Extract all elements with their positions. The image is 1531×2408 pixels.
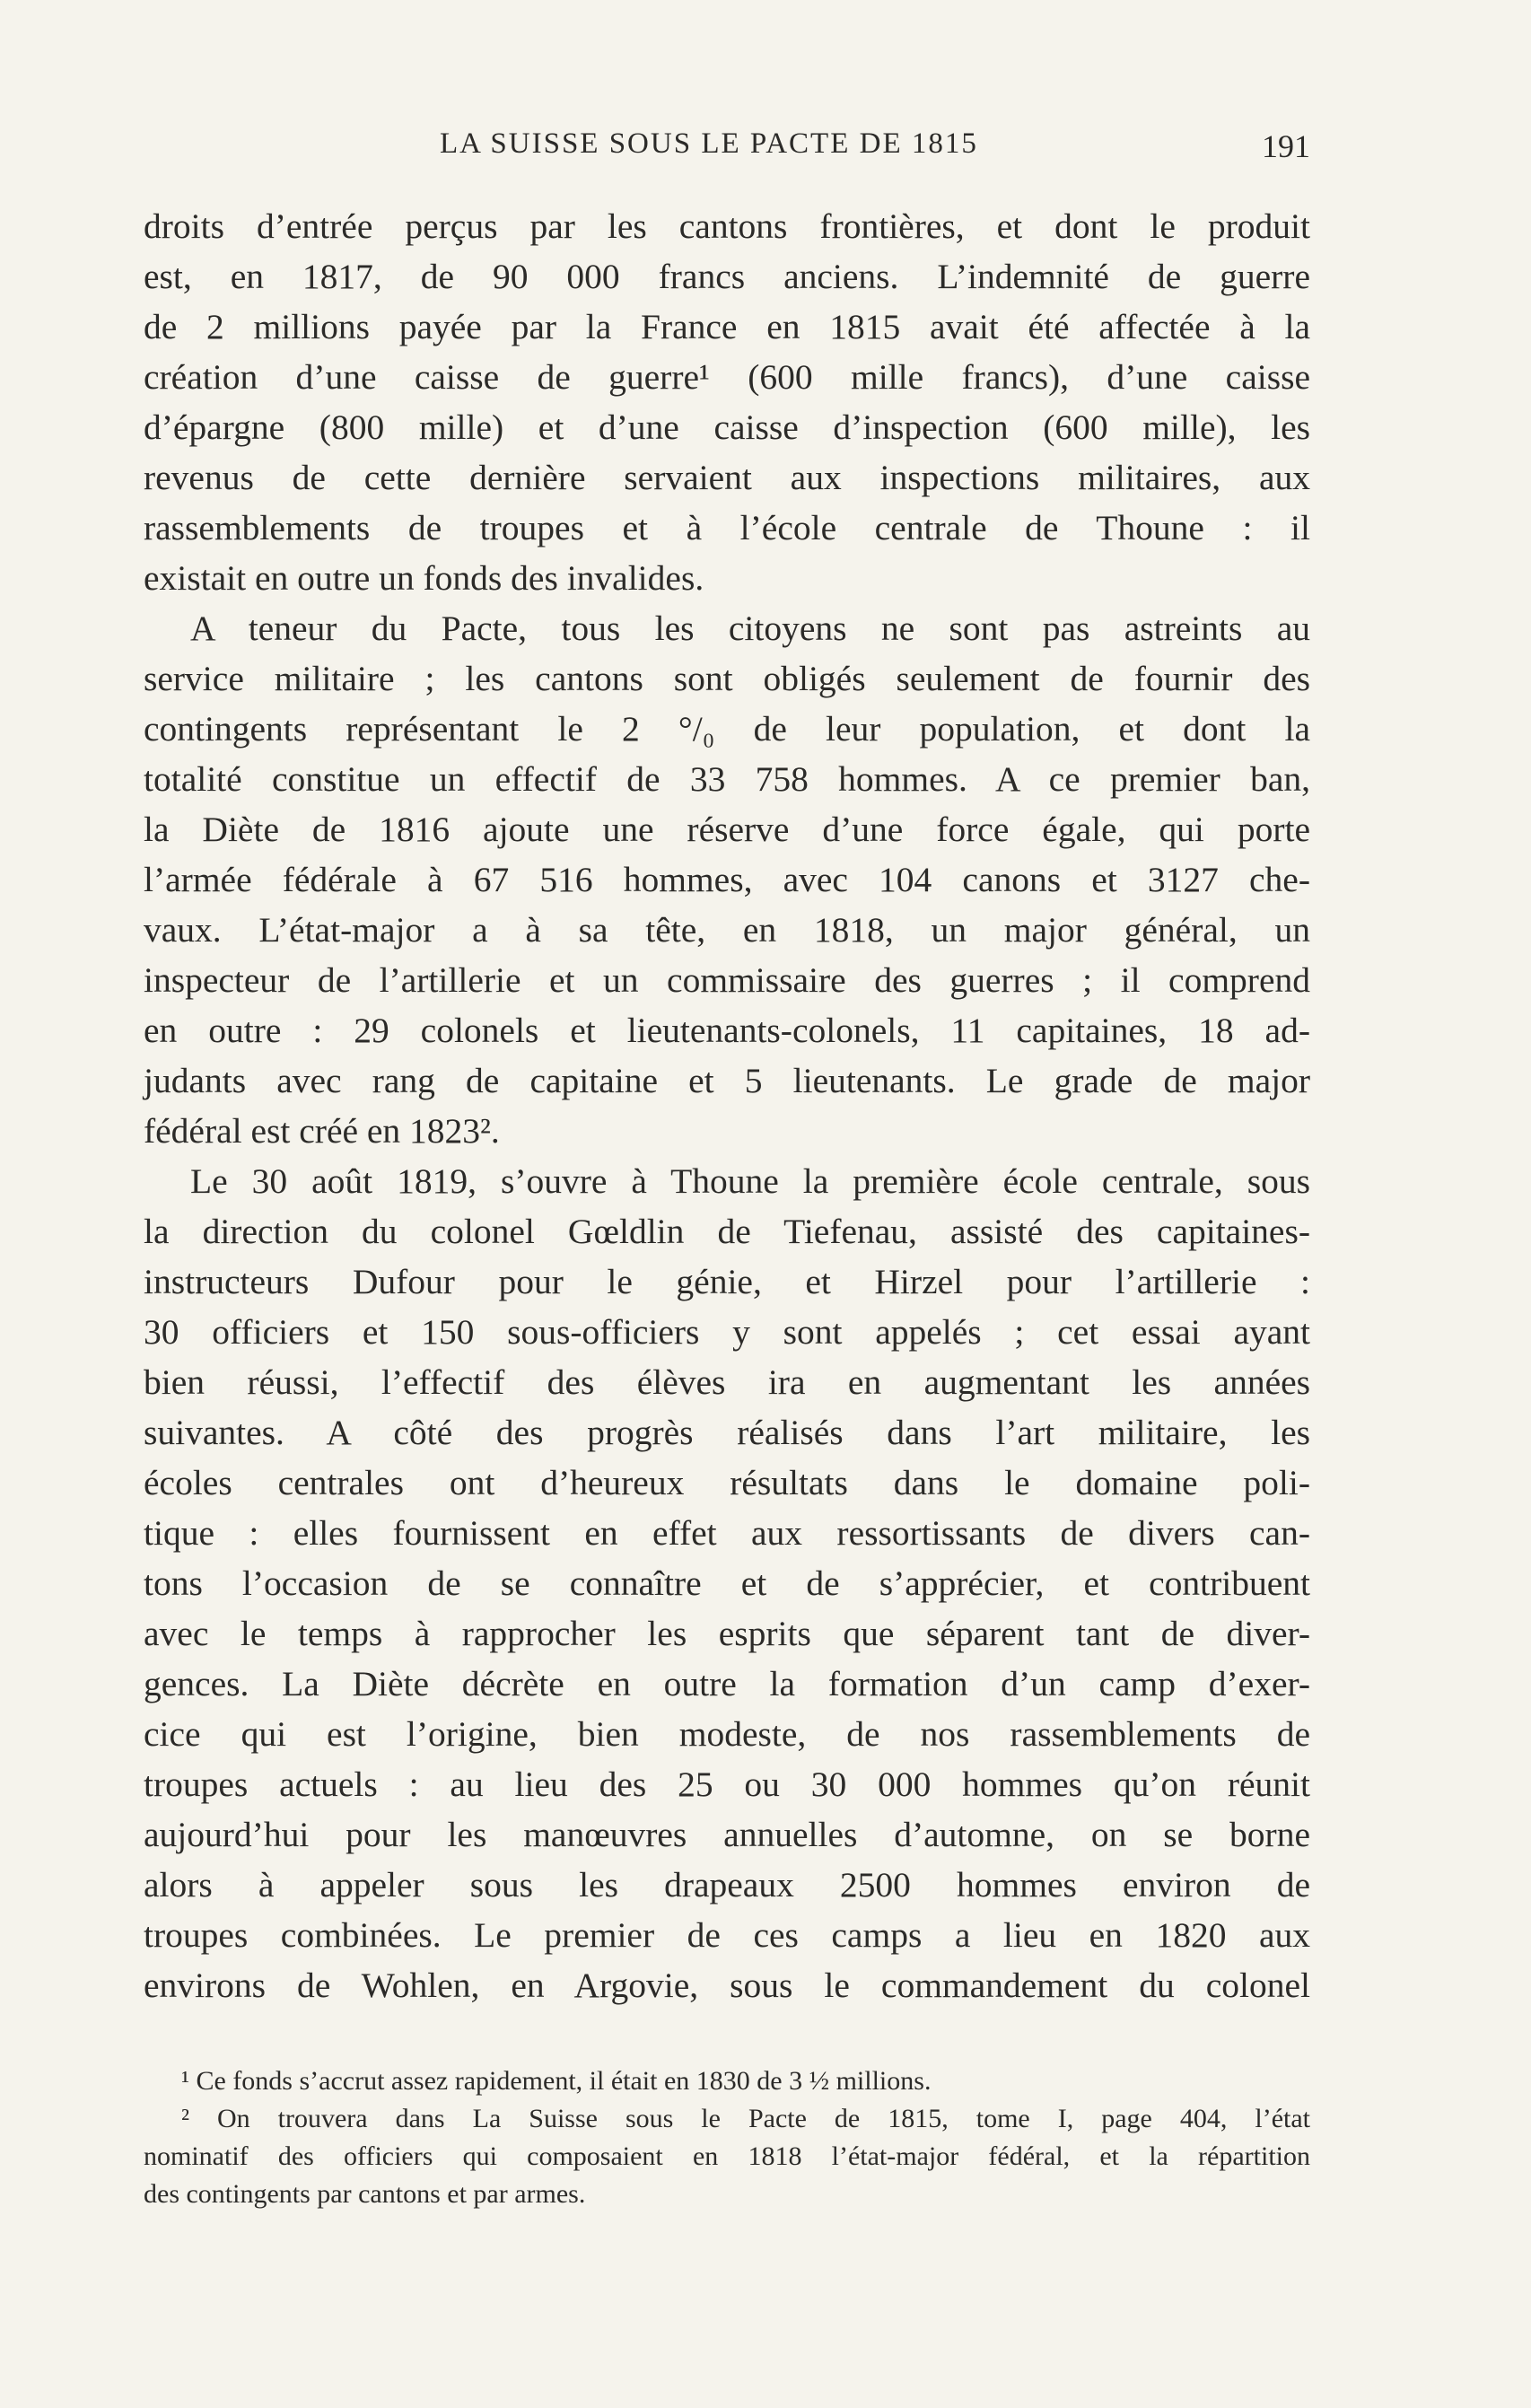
text-line: troupes combinées. Le premier de ces camps a lieu en 1820 aux <box>144 1915 1310 1955</box>
text-line: service militaire ; les cantons sont obligés seulement de fournir des <box>144 659 1310 698</box>
text-line: d’épargne (800 mille) et d’une caisse d’inspection (600 mille), les <box>144 407 1310 447</box>
paragraph-2 <box>144 603 1310 1156</box>
text-line: 30 officiers et 150 sous-officiers y sont appelés ; cet essai ayant <box>144 1312 1310 1352</box>
text-line: de 2 millions payée par la France en 1815 avait été affectée à la <box>144 307 1310 346</box>
text-line: avec le temps à rapprocher les esprits que séparent tant de diver- <box>144 1614 1310 1653</box>
text-line: aujourd’hui pour les manœuvres annuelles d’automne, on se borne <box>144 1815 1310 1854</box>
text-line: contingents représentant le 2 °/₀ de leur population, et dont la <box>144 709 1310 749</box>
text-line: création d’une caisse de guerre¹ (600 mille francs), d’une caisse <box>144 357 1310 397</box>
text-line: instructeurs Dufour pour le génie, et Hirzel pour l’artillerie : <box>144 1262 1310 1301</box>
text-line: troupes actuels : au lieu des 25 ou 30 000 hommes qu’on réunit <box>144 1764 1310 1804</box>
text-line: cice qui est l’origine, bien modeste, de nos rassemblements de <box>144 1714 1310 1754</box>
text-line: existait en outre un fonds des invalides. <box>144 558 704 598</box>
text-line: suivantes. A côté des progrès réalisés dans l’art militaire, les <box>144 1413 1310 1452</box>
footnote-2: ² On trouvera dans La Suisse sous le Pacte de 1815, tome I, page 404, l’état <box>181 2104 1310 2133</box>
footnote-2-end: des contingents par cantons et par armes. <box>144 2179 586 2209</box>
text-line: alors à appeler sous les drapeaux 2500 hommes environ de <box>144 1865 1310 1905</box>
text-line: vaux. L’état-major a à sa tête, en 1818, un major général, un <box>144 910 1310 950</box>
running-title: LA SUISSE SOUS LE PACTE DE 1815 <box>440 127 978 160</box>
text-line: tons l’occasion de se connaître et de s’apprécier, et contribuent <box>144 1563 1310 1603</box>
text-line: environs de Wohlen, en Argovie, sous le commandement du colonel <box>144 1966 1310 2005</box>
text-line: l’armée fédérale à 67 516 hommes, avec 104 canons et 3127 che- <box>144 860 1310 899</box>
text-line: rassemblements de troupes et à l’école centrale de Thoune : il <box>144 508 1310 547</box>
text-line: bien réussi, l’effectif des élèves ira en augmentant les années <box>144 1362 1310 1402</box>
text-line: gences. La Diète décrète en outre la formation d’un camp d’exer- <box>144 1664 1310 1703</box>
text-line: en outre : 29 colonels et lieutenants-colonels, 11 capitaines, 18 ad- <box>144 1011 1310 1050</box>
paragraph-3 <box>144 1156 1310 2010</box>
text-line: est, en 1817, de 90 000 francs anciens. L’indemnité de guerre <box>144 257 1310 296</box>
text-line: droits d’entrée perçus par les cantons frontières, et dont le produit <box>144 206 1310 246</box>
footnote-2-continued: nominatif des officiers qui composaient en 1818 l’état-major fédéral, et la répartition <box>144 2141 1310 2171</box>
footnote-1: ¹ Ce fonds s’accrut assez rapidement, il était en 1830 de 3 ½ millions. <box>181 2066 932 2096</box>
text-line: écoles centrales ont d’heureux résultats dans le domaine poli- <box>144 1463 1310 1502</box>
text-line: tique : elles fournissent en effet aux ressortissants de divers can- <box>144 1513 1310 1553</box>
paragraph-1 <box>144 201 1310 603</box>
main-text <box>144 201 1310 2010</box>
text-line: judants avec rang de capitaine et 5 lieutenants. Le grade de major <box>144 1061 1310 1100</box>
text-line: Le 30 août 1819, s’ouvre à Thoune la première école centrale, sous <box>190 1161 1310 1201</box>
page-number: 191 <box>1262 128 1310 164</box>
footnotes <box>144 2062 1310 2213</box>
text-line: inspecteur de l’artillerie et un commissaire des guerres ; il comprend <box>144 960 1310 1000</box>
text-line: revenus de cette dernière servaient aux inspections militaires, aux <box>144 458 1310 497</box>
text-line: la direction du colonel Gœldlin de Tiefenau, assisté des capitaines- <box>144 1212 1310 1251</box>
text-line: totalité constitue un effectif de 33 758 hommes. A ce premier ban, <box>144 759 1310 799</box>
text-line: la Diète de 1816 ajoute une réserve d’une force égale, qui porte <box>144 810 1310 849</box>
running-header <box>144 127 1310 181</box>
text-line: fédéral est créé en 1823². <box>144 1111 500 1151</box>
text-line: A teneur du Pacte, tous les citoyens ne sont pas astreints au <box>190 609 1310 648</box>
